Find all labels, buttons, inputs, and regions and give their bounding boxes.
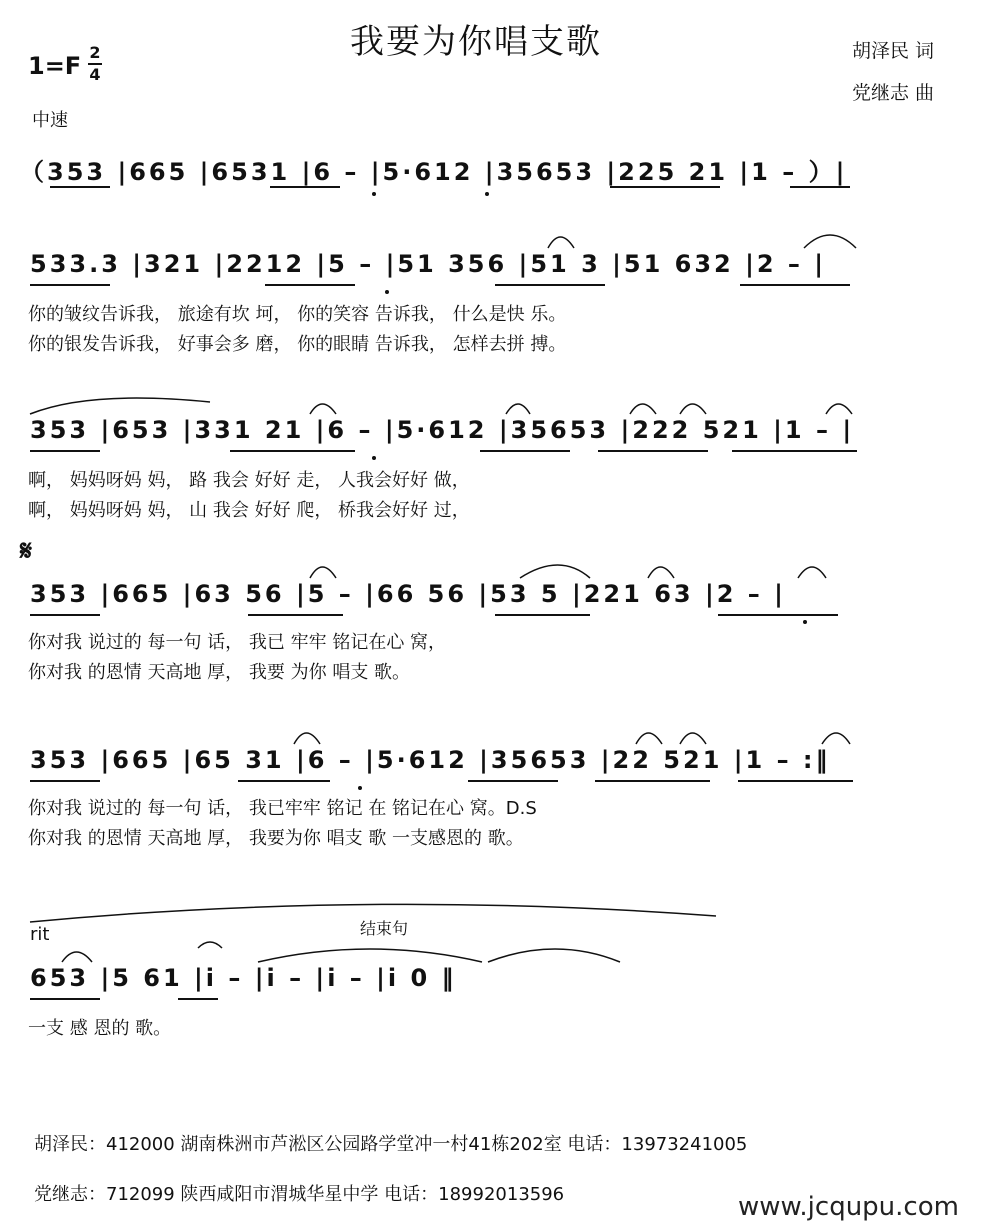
tempo-marking: 中速 — [32, 110, 68, 131]
notes-line: （353 |665 |6531 |6 – |5·612 |35653 |225 21 |1 – ）| — [20, 158, 848, 186]
lyrics-chorus-repeat-2: 你对我 的恩情 天高地 厚， 我要为你 唱支 歌 一支感恩的 歌。 — [28, 828, 524, 849]
song-title: 我要为你唱支歌 — [350, 22, 602, 62]
lyrics-verse-1: 你的皱纹告诉我， 旅途有坎 坷， 你的笑容 告诉我， 什么是快 乐。 — [28, 304, 567, 325]
lyrics-chorus-2: 你对我 的恩情 天高地 厚， 我要 为你 唱支 歌。 — [28, 662, 411, 683]
lyrics-verse-2: 你的银发告诉我， 好事会多 磨， 你的眼睛 告诉我， 怎样去拼 搏。 — [28, 334, 567, 355]
notes-line: 353 |665 |63 56 |5 – |66 56 |53 5 |221 63 |2 – | — [30, 580, 786, 608]
ending-label: 结束句 — [360, 919, 409, 938]
lyricist-credit: 胡泽民 词 — [852, 40, 935, 62]
notes-line: 653 |5 61 |i – |i – |i – |i 0 ‖ — [30, 964, 457, 992]
contact-lyricist: 胡泽民：412000 湖南株洲市芦淞区公园路学堂冲一村41栋202室 电话：13973241005 — [34, 1134, 748, 1155]
rit-marking: rit — [30, 924, 50, 945]
lyrics-ending: 一支 感 恩的 歌。 — [28, 1018, 172, 1039]
composer-credit: 党继志 曲 — [852, 82, 935, 104]
lyrics-chorus-repeat-1: 你对我 说过的 每一句 话， 我已牢牢 铭记 在 铭记在心 窝。D.S — [28, 798, 537, 819]
lyrics-chorus-1: 你对我 说过的 每一句 话， 我已 牢牢 铭记在心 窝， — [28, 632, 447, 653]
key-signature: 1=F — [28, 52, 82, 80]
contact-composer: 党继志：712099 陕西咸阳市渭城华星中学 电话：18992013596 — [34, 1184, 565, 1205]
notes-line: 533.3 |321 |2212 |5 – |51 356 |51 3 |51 632 |2 – | — [30, 250, 827, 278]
time-signature-bottom: 4 — [89, 65, 101, 84]
notes-line: 353 |665 |65 31 |6 – |5·612 |35653 |22 521 |1 – :‖ — [30, 746, 831, 774]
lyrics-refrain-2: 啊， 妈妈呀妈 妈， 山 我会 好好 爬， 桥我会好好 过， — [28, 500, 470, 521]
segno-sign: 𝄋 — [20, 534, 33, 567]
lyrics-refrain-1: 啊， 妈妈呀妈 妈， 路 我会 好好 走， 人我会好好 做， — [28, 470, 470, 491]
notes-line: 353 |653 |331 21 |6 – |5·612 |35653 |222 521 |1 – | — [30, 416, 855, 444]
time-signature-top: 2 — [89, 43, 101, 62]
website-watermark[interactable]: www.jcqupu.com — [738, 1192, 959, 1222]
